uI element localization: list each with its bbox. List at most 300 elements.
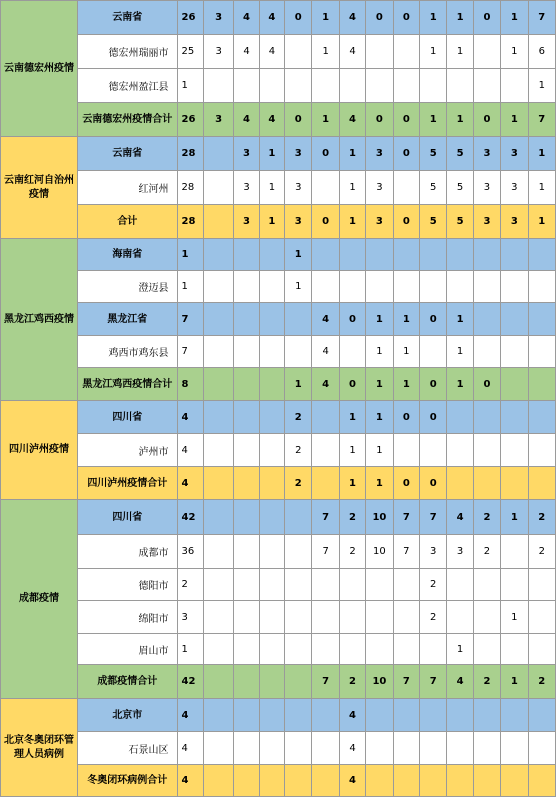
count-cell: 1 xyxy=(393,368,419,401)
count-cell xyxy=(203,69,233,103)
count-cell xyxy=(473,401,500,434)
count-cell xyxy=(203,765,233,797)
count-cell: 2 xyxy=(339,535,365,569)
count-cell: 10 xyxy=(366,665,393,699)
table-row xyxy=(1,634,556,665)
count-cell: 7 xyxy=(528,1,555,35)
count-cell xyxy=(312,401,339,434)
count-cell: 1 xyxy=(447,336,473,368)
count-cell xyxy=(203,336,233,368)
count-cell: 4 xyxy=(339,35,365,69)
count-cell: 5 xyxy=(447,171,473,205)
count-cell xyxy=(312,569,339,601)
count-cell xyxy=(501,69,528,103)
count-cell: 4 xyxy=(312,336,339,368)
subtotal-label-cell: 四川泸州疫情合计 xyxy=(78,467,177,500)
count-cell xyxy=(473,434,500,467)
count-cell xyxy=(447,601,473,634)
count-cell: 1 xyxy=(419,35,446,69)
count-cell xyxy=(259,535,284,569)
count-cell: 3 xyxy=(285,205,312,239)
count-cell xyxy=(285,634,312,665)
table-row xyxy=(1,569,556,601)
table-row xyxy=(1,271,556,303)
city-name-cell: 成都市 xyxy=(78,535,177,569)
count-cell: 1 xyxy=(339,434,365,467)
count-cell: 2 xyxy=(285,467,312,500)
count-cell: 1 xyxy=(259,137,284,171)
count-cell xyxy=(339,239,365,271)
count-cell xyxy=(419,271,446,303)
count-cell xyxy=(234,665,259,699)
count-cell xyxy=(447,467,473,500)
count-cell xyxy=(447,732,473,765)
count-cell: 2 xyxy=(528,500,555,535)
count-cell xyxy=(234,401,259,434)
count-cell: 3 xyxy=(234,171,259,205)
count-cell xyxy=(501,634,528,665)
count-cell xyxy=(234,500,259,535)
count-cell: 0 xyxy=(419,467,446,500)
total-cell: 4 xyxy=(177,434,203,467)
city-name-cell: 红河州 xyxy=(78,171,177,205)
count-cell: 6 xyxy=(528,35,555,69)
count-cell xyxy=(234,732,259,765)
count-cell: 4 xyxy=(312,303,339,336)
count-cell: 0 xyxy=(393,467,419,500)
count-cell: 1 xyxy=(447,103,473,137)
count-cell xyxy=(312,171,339,205)
count-cell xyxy=(473,699,500,732)
count-cell xyxy=(473,271,500,303)
count-cell: 1 xyxy=(447,1,473,35)
count-cell xyxy=(528,271,555,303)
count-cell xyxy=(339,634,365,665)
count-cell xyxy=(473,569,500,601)
count-cell xyxy=(234,271,259,303)
table-row xyxy=(1,239,556,271)
table-row xyxy=(1,205,556,239)
count-cell: 3 xyxy=(285,171,312,205)
count-cell xyxy=(312,601,339,634)
count-cell xyxy=(419,634,446,665)
count-cell xyxy=(473,732,500,765)
count-cell xyxy=(366,569,393,601)
count-cell: 1 xyxy=(447,35,473,69)
total-cell: 42 xyxy=(177,665,203,699)
table-row xyxy=(1,401,556,434)
count-cell: 1 xyxy=(528,69,555,103)
count-cell xyxy=(393,69,419,103)
count-cell xyxy=(203,467,233,500)
count-cell xyxy=(366,601,393,634)
count-cell: 3 xyxy=(419,535,446,569)
count-cell xyxy=(259,239,284,271)
count-cell: 7 xyxy=(393,500,419,535)
count-cell: 1 xyxy=(501,35,528,69)
count-cell xyxy=(259,336,284,368)
count-cell: 7 xyxy=(312,665,339,699)
count-cell xyxy=(203,434,233,467)
count-cell xyxy=(339,336,365,368)
count-cell xyxy=(285,732,312,765)
count-cell xyxy=(528,569,555,601)
city-name-cell: 德宏州瑞丽市 xyxy=(78,35,177,69)
count-cell: 1 xyxy=(393,336,419,368)
count-cell xyxy=(312,732,339,765)
count-cell: 3 xyxy=(234,137,259,171)
count-cell: 1 xyxy=(501,1,528,35)
count-cell: 0 xyxy=(366,1,393,35)
count-cell: 1 xyxy=(285,239,312,271)
total-cell: 4 xyxy=(177,699,203,732)
table-row xyxy=(1,765,556,797)
province-name-cell: 四川省 xyxy=(78,401,177,434)
count-cell: 7 xyxy=(393,665,419,699)
city-name-cell: 德阳市 xyxy=(78,569,177,601)
count-cell xyxy=(419,732,446,765)
count-cell: 0 xyxy=(419,303,446,336)
count-cell: 7 xyxy=(528,103,555,137)
count-cell xyxy=(501,336,528,368)
count-cell xyxy=(203,368,233,401)
count-cell: 7 xyxy=(312,500,339,535)
count-cell xyxy=(203,601,233,634)
count-cell xyxy=(366,271,393,303)
count-cell: 1 xyxy=(501,103,528,137)
count-cell xyxy=(285,569,312,601)
city-name-cell: 澄迈县 xyxy=(78,271,177,303)
count-cell xyxy=(312,69,339,103)
count-cell xyxy=(419,336,446,368)
count-cell: 3 xyxy=(473,137,500,171)
count-cell xyxy=(447,434,473,467)
count-cell: 1 xyxy=(285,368,312,401)
count-cell xyxy=(234,467,259,500)
province-name-cell: 四川省 xyxy=(78,500,177,535)
count-cell xyxy=(312,271,339,303)
count-cell xyxy=(447,699,473,732)
count-cell: 1 xyxy=(447,368,473,401)
city-name-cell: 泸州市 xyxy=(78,434,177,467)
count-cell xyxy=(259,699,284,732)
count-cell: 2 xyxy=(419,569,446,601)
count-cell: 0 xyxy=(473,368,500,401)
table-row xyxy=(1,303,556,336)
count-cell xyxy=(393,601,419,634)
count-cell xyxy=(285,35,312,69)
count-cell xyxy=(203,500,233,535)
subtotal-label-cell: 合计 xyxy=(78,205,177,239)
count-cell: 1 xyxy=(339,171,365,205)
count-cell: 2 xyxy=(339,665,365,699)
province-name-cell: 云南省 xyxy=(78,137,177,171)
count-cell xyxy=(528,368,555,401)
count-cell: 0 xyxy=(419,401,446,434)
count-cell xyxy=(259,434,284,467)
table-row xyxy=(1,699,556,732)
count-cell: 4 xyxy=(339,103,365,137)
count-cell xyxy=(234,303,259,336)
total-cell: 8 xyxy=(177,368,203,401)
count-cell xyxy=(203,205,233,239)
count-cell xyxy=(366,699,393,732)
count-cell xyxy=(447,69,473,103)
count-cell: 1 xyxy=(528,171,555,205)
count-cell xyxy=(285,665,312,699)
count-cell xyxy=(234,69,259,103)
count-cell: 1 xyxy=(312,103,339,137)
count-cell: 1 xyxy=(285,271,312,303)
table-row xyxy=(1,368,556,401)
count-cell xyxy=(501,303,528,336)
count-cell: 3 xyxy=(203,35,233,69)
count-cell xyxy=(312,239,339,271)
count-cell xyxy=(501,401,528,434)
count-cell: 5 xyxy=(419,205,446,239)
province-name-cell: 黑龙江省 xyxy=(78,303,177,336)
count-cell: 0 xyxy=(393,401,419,434)
total-cell: 1 xyxy=(177,271,203,303)
count-cell xyxy=(366,732,393,765)
count-cell xyxy=(419,69,446,103)
count-cell: 3 xyxy=(501,171,528,205)
count-cell: 4 xyxy=(447,665,473,699)
count-cell xyxy=(285,336,312,368)
count-cell: 1 xyxy=(339,205,365,239)
total-cell: 36 xyxy=(177,535,203,569)
count-cell: 4 xyxy=(234,35,259,69)
count-cell xyxy=(528,303,555,336)
count-cell xyxy=(393,239,419,271)
subtotal-label-cell: 云南德宏州疫情合计 xyxy=(78,103,177,137)
count-cell xyxy=(234,368,259,401)
province-name-cell: 海南省 xyxy=(78,239,177,271)
count-cell xyxy=(259,665,284,699)
total-cell: 3 xyxy=(177,601,203,634)
count-cell xyxy=(285,69,312,103)
total-cell: 42 xyxy=(177,500,203,535)
count-cell xyxy=(419,434,446,467)
count-cell: 4 xyxy=(339,1,365,35)
count-cell xyxy=(501,732,528,765)
count-cell: 2 xyxy=(339,500,365,535)
count-cell xyxy=(366,69,393,103)
count-cell xyxy=(259,500,284,535)
count-cell: 1 xyxy=(366,303,393,336)
count-cell: 3 xyxy=(366,137,393,171)
count-cell: 3 xyxy=(473,171,500,205)
count-cell xyxy=(312,765,339,797)
count-cell xyxy=(203,271,233,303)
count-cell: 3 xyxy=(285,137,312,171)
table-row xyxy=(1,535,556,569)
total-cell: 26 xyxy=(177,103,203,137)
count-cell: 3 xyxy=(203,1,233,35)
count-cell: 4 xyxy=(259,35,284,69)
table-row xyxy=(1,35,556,69)
count-cell: 4 xyxy=(339,765,365,797)
count-cell: 0 xyxy=(366,103,393,137)
count-cell xyxy=(234,239,259,271)
subtotal-label-cell: 黑龙江鸡西疫情合计 xyxy=(78,368,177,401)
count-cell xyxy=(473,69,500,103)
count-cell: 5 xyxy=(447,205,473,239)
table-row xyxy=(1,434,556,467)
city-name-cell: 绵阳市 xyxy=(78,601,177,634)
count-cell xyxy=(528,401,555,434)
count-cell: 1 xyxy=(366,401,393,434)
count-cell xyxy=(234,765,259,797)
table-row xyxy=(1,336,556,368)
table-row xyxy=(1,171,556,205)
count-cell xyxy=(234,601,259,634)
count-cell xyxy=(203,535,233,569)
count-cell xyxy=(259,467,284,500)
count-cell: 1 xyxy=(419,1,446,35)
count-cell xyxy=(528,634,555,665)
count-cell: 7 xyxy=(419,665,446,699)
count-cell xyxy=(501,434,528,467)
count-cell xyxy=(366,35,393,69)
count-cell: 10 xyxy=(366,535,393,569)
subtotal-label-cell: 冬奥闭环病例合计 xyxy=(78,765,177,797)
subtotal-label-cell: 成都疫情合计 xyxy=(78,665,177,699)
count-cell: 2 xyxy=(473,500,500,535)
count-cell: 2 xyxy=(473,535,500,569)
count-cell: 1 xyxy=(259,205,284,239)
count-cell: 7 xyxy=(419,500,446,535)
count-cell: 0 xyxy=(393,1,419,35)
table-row xyxy=(1,467,556,500)
group-title-cell: 北京冬奥闭环管理人员病例 xyxy=(1,699,78,797)
count-cell xyxy=(419,239,446,271)
count-cell xyxy=(234,634,259,665)
count-cell xyxy=(473,336,500,368)
table-row xyxy=(1,69,556,103)
count-cell xyxy=(234,699,259,732)
count-cell xyxy=(473,239,500,271)
count-cell: 4 xyxy=(234,1,259,35)
count-cell xyxy=(447,401,473,434)
count-cell: 1 xyxy=(259,171,284,205)
province-name-cell: 北京市 xyxy=(78,699,177,732)
count-cell xyxy=(447,239,473,271)
count-cell xyxy=(473,467,500,500)
table-row xyxy=(1,137,556,171)
count-cell xyxy=(393,434,419,467)
count-cell xyxy=(339,569,365,601)
count-cell: 4 xyxy=(447,500,473,535)
count-cell xyxy=(203,665,233,699)
count-cell xyxy=(259,765,284,797)
count-cell: 1 xyxy=(366,467,393,500)
province-name-cell: 云南省 xyxy=(78,1,177,35)
count-cell xyxy=(203,171,233,205)
total-cell: 1 xyxy=(177,239,203,271)
count-cell xyxy=(203,699,233,732)
count-cell: 1 xyxy=(339,137,365,171)
count-cell xyxy=(393,699,419,732)
count-cell: 1 xyxy=(501,601,528,634)
count-cell xyxy=(285,765,312,797)
count-cell: 1 xyxy=(339,401,365,434)
count-cell: 3 xyxy=(366,171,393,205)
count-cell xyxy=(501,239,528,271)
count-cell xyxy=(473,303,500,336)
count-cell xyxy=(259,271,284,303)
total-cell: 4 xyxy=(177,401,203,434)
count-cell xyxy=(473,765,500,797)
total-cell: 4 xyxy=(177,765,203,797)
count-cell xyxy=(501,699,528,732)
count-cell: 0 xyxy=(285,1,312,35)
count-cell: 1 xyxy=(528,205,555,239)
count-cell xyxy=(447,569,473,601)
count-cell xyxy=(501,467,528,500)
count-cell xyxy=(312,434,339,467)
count-cell xyxy=(234,434,259,467)
count-cell xyxy=(501,569,528,601)
count-cell xyxy=(528,601,555,634)
count-cell: 2 xyxy=(473,665,500,699)
count-cell xyxy=(393,569,419,601)
count-cell xyxy=(528,699,555,732)
group-title-cell: 成都疫情 xyxy=(1,500,78,699)
count-cell: 3 xyxy=(366,205,393,239)
count-cell xyxy=(285,535,312,569)
count-cell xyxy=(528,732,555,765)
total-cell: 1 xyxy=(177,69,203,103)
count-cell: 4 xyxy=(312,368,339,401)
count-cell xyxy=(203,634,233,665)
count-cell: 0 xyxy=(339,368,365,401)
count-cell: 10 xyxy=(366,500,393,535)
count-cell: 4 xyxy=(259,1,284,35)
count-cell xyxy=(339,69,365,103)
count-cell: 3 xyxy=(234,205,259,239)
group-title-cell: 四川泸州疫情 xyxy=(1,401,78,500)
total-cell: 28 xyxy=(177,137,203,171)
count-cell xyxy=(528,336,555,368)
count-cell: 1 xyxy=(366,336,393,368)
city-name-cell: 石景山区 xyxy=(78,732,177,765)
total-cell: 4 xyxy=(177,467,203,500)
count-cell xyxy=(312,634,339,665)
count-cell: 1 xyxy=(339,467,365,500)
table-row xyxy=(1,601,556,634)
count-cell xyxy=(203,137,233,171)
count-cell xyxy=(528,765,555,797)
count-cell: 1 xyxy=(447,634,473,665)
count-cell xyxy=(203,569,233,601)
total-cell: 2 xyxy=(177,569,203,601)
count-cell: 5 xyxy=(419,137,446,171)
count-cell xyxy=(339,601,365,634)
city-name-cell: 德宏州盈江县 xyxy=(78,69,177,103)
total-cell: 1 xyxy=(177,634,203,665)
count-cell: 0 xyxy=(393,205,419,239)
table-row xyxy=(1,1,556,35)
count-cell: 0 xyxy=(312,137,339,171)
count-cell: 1 xyxy=(366,434,393,467)
count-cell xyxy=(393,765,419,797)
count-cell xyxy=(285,303,312,336)
count-cell: 1 xyxy=(312,35,339,69)
count-cell: 2 xyxy=(528,535,555,569)
count-cell: 0 xyxy=(312,205,339,239)
count-cell: 3 xyxy=(447,535,473,569)
